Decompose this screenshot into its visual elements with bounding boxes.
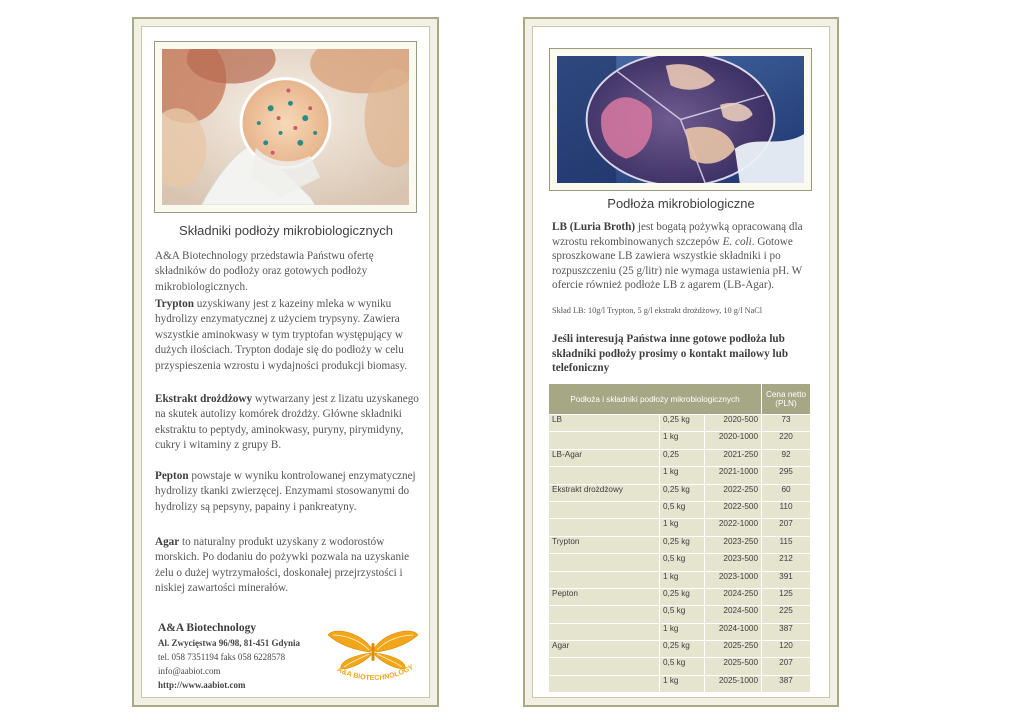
- cell-price: 225: [762, 606, 811, 623]
- pepton-paragraph: [155, 469, 420, 515]
- company-website[interactable]: http://www.aabiot.com: [158, 680, 246, 690]
- cell-product: [549, 623, 660, 640]
- cell-product: LB: [549, 415, 660, 432]
- table-row: [549, 588, 811, 605]
- price-table-header: [549, 384, 811, 415]
- table-row: [549, 554, 811, 571]
- lb-species: E. coli: [722, 235, 752, 248]
- cell-code: 2020-500: [705, 415, 762, 432]
- cell-code: 2022-1000: [705, 519, 762, 536]
- cell-quantity: 1 kg: [660, 623, 705, 640]
- cell-price: 207: [762, 519, 811, 536]
- cell-code: 2021-1000: [705, 467, 762, 484]
- cell-quantity: 1 kg: [660, 675, 705, 692]
- cell-quantity: 0,5 kg: [660, 658, 705, 675]
- cell-code: 2025-500: [705, 658, 762, 675]
- cell-quantity: 0,25 kg: [660, 641, 705, 658]
- contact-note: Jeśli interesują Państwa inne gotowe podłoża lub składniki podłoży prosimy o kontakt mailowy lub telefoniczny: [552, 333, 789, 375]
- table-row: [549, 501, 811, 518]
- cell-product: [549, 571, 660, 588]
- cell-product: Trypton: [549, 536, 660, 553]
- table-row: [549, 415, 811, 432]
- yeast-extract-term: Ekstrakt drożdżowy: [155, 393, 253, 405]
- cell-product: [549, 432, 660, 449]
- cell-quantity: 0,5 kg: [660, 501, 705, 518]
- cell-quantity: 0,25: [660, 449, 705, 466]
- cell-price: 391: [762, 571, 811, 588]
- company-address: Al. Zwycięstwa 96/98, 81-451 Gdynia: [158, 638, 301, 648]
- agar-plate-photo: [549, 48, 812, 191]
- table-row: [549, 536, 811, 553]
- cell-price: 73: [762, 415, 811, 432]
- header-product: Podłoża i składniki podłoży mikrobiologicznych: [549, 384, 762, 415]
- cell-product: Pepton: [549, 588, 660, 605]
- lb-text-2: . Gotowe sproszkowane LB zawiera wszystkie składniki i po rozpuszczeniu (25 g/litr) nie wymaga ustawienia pH. W ofercie również podłoże LB z agarem (LB-Agar).: [552, 235, 802, 292]
- cell-code: 2025-250: [705, 641, 762, 658]
- cell-code: 2023-250: [705, 536, 762, 553]
- cell-price: 207: [762, 658, 811, 675]
- cell-product: LB-Agar: [549, 449, 660, 466]
- cell-product: Ekstrakt drożdżowy: [549, 484, 660, 501]
- cell-product: [549, 675, 660, 692]
- right-heading: Podłoża mikrobiologiczne: [607, 196, 755, 211]
- table-row: [549, 623, 811, 640]
- lb-text-1: jest bogatą pożywką opracowaną dla wzrostu rekombinowanych szczepów: [552, 221, 803, 248]
- table-row: [549, 449, 811, 466]
- cell-code: 2025-1000: [705, 675, 762, 692]
- cell-quantity: 1 kg: [660, 432, 705, 449]
- lb-term: LB (Luria Broth): [552, 221, 636, 233]
- trypton-paragraph: [155, 297, 420, 374]
- company-email[interactable]: info@aabiot.com: [158, 666, 221, 676]
- table-row: [549, 519, 811, 536]
- cell-code: 2020-1000: [705, 432, 762, 449]
- trypton-text: uzyskiwany jest z kazeiny mleka w wyniku hydrolizy enzymatycznej z użyciem trypsyny. Zawiera wszystkie aminokwasy w tym tryptofan występujący w dużych ilościach. Trypton dodaje się do podłoży w celu przyspieszenia wzrostu i wydajności produkcji biomasy.: [155, 298, 408, 372]
- price-table-body: [549, 415, 811, 693]
- cell-code: 2024-250: [705, 588, 762, 605]
- table-row: [549, 432, 811, 449]
- header-price: Cena netto (PLN): [762, 384, 811, 415]
- agar-text: to naturalny produkt uzyskany z wodorostów morskich. Po dodaniu do pożywki pozwala na uzyskanie żelu o dużej wytrzymałości, doskonałej przejrzystości i niskiej zawartości minerałów.: [155, 536, 410, 595]
- cell-code: 2023-500: [705, 554, 762, 571]
- agar-plate-image: [557, 56, 804, 183]
- table-row: [549, 675, 811, 692]
- cell-code: 2024-1000: [705, 623, 762, 640]
- cell-quantity: 0,5 kg: [660, 554, 705, 571]
- cell-code: 2021-250: [705, 449, 762, 466]
- cell-price: 295: [762, 467, 811, 484]
- cell-price: 125: [762, 588, 811, 605]
- table-row: [549, 484, 811, 501]
- company-logo: [325, 627, 420, 687]
- company-name: A&A Biotechnology: [158, 622, 257, 634]
- company-phone: tel. 058 7351194 faks 058 6228578: [158, 652, 286, 662]
- agar-paragraph: [155, 535, 420, 597]
- cell-product: [549, 658, 660, 675]
- pepton-text: powstaje w wyniku kontrolowanej enzymatycznej hydrolizy tkanki zwierzęcej. Enzymami stosowanymi do hydrolizy są pepsyny, papainy i pankreatyny.: [155, 470, 416, 513]
- trypton-term: Trypton: [155, 298, 194, 310]
- cell-code: 2023-1000: [705, 571, 762, 588]
- cell-product: Agar: [549, 641, 660, 658]
- cell-price: 212: [762, 554, 811, 571]
- cell-price: 120: [762, 641, 811, 658]
- cell-quantity: 0,25 kg: [660, 536, 705, 553]
- cell-quantity: 1 kg: [660, 467, 705, 484]
- table-row: [549, 606, 811, 623]
- cell-price: 220: [762, 432, 811, 449]
- cell-code: 2022-250: [705, 484, 762, 501]
- cell-code: 2022-500: [705, 501, 762, 518]
- logo-text: A&A BIOTECHNOLOGY: [335, 662, 415, 683]
- intro-paragraph: A&A Biotechnology przedstawia Państwu ofertę składników do podłoży oraz gotowych podłoży mikrobiologicznych.: [155, 250, 374, 293]
- cell-quantity: 0,5 kg: [660, 606, 705, 623]
- table-row: [549, 641, 811, 658]
- cell-quantity: 1 kg: [660, 571, 705, 588]
- cell-product: [549, 519, 660, 536]
- price-table: [548, 383, 811, 693]
- cell-quantity: 1 kg: [660, 519, 705, 536]
- cell-code: 2024-500: [705, 606, 762, 623]
- left-heading: Składniki podłoży mikrobiologicznych: [179, 223, 393, 238]
- lb-paragraph: [552, 220, 817, 293]
- cell-price: 110: [762, 501, 811, 518]
- cell-quantity: 0,25 kg: [660, 415, 705, 432]
- table-row: [549, 571, 811, 588]
- yeast-extract-paragraph: [155, 392, 420, 454]
- cell-product: [549, 467, 660, 484]
- petri-dish-photo: [154, 41, 417, 213]
- cell-quantity: 0,25 kg: [660, 588, 705, 605]
- pepton-term: Pepton: [155, 470, 189, 482]
- cell-product: [549, 554, 660, 571]
- cell-price: 60: [762, 484, 811, 501]
- yeast-extract-text: wytwarzany jest z lizatu uzyskanego na skutek autolizy komórek drożdży. Główne składniki ekstraktu to peptydy, aminokwasy, puryny, pirymidyny, cukry i witaminy z grupy B.: [155, 393, 419, 452]
- butterfly-logo-icon: [325, 627, 420, 687]
- petri-dish-image: [162, 49, 409, 205]
- cell-price: 387: [762, 675, 811, 692]
- cell-price: 92: [762, 449, 811, 466]
- table-row: [549, 658, 811, 675]
- cell-quantity: 0,25 kg: [660, 484, 705, 501]
- lb-composition: Skład LB: 10g/l Trypton, 5 g/l ekstrakt drożdżowy, 10 g/l NaCl: [552, 306, 763, 315]
- cell-product: [549, 606, 660, 623]
- cell-product: [549, 501, 660, 518]
- table-row: [549, 467, 811, 484]
- cell-price: 387: [762, 623, 811, 640]
- cell-price: 115: [762, 536, 811, 553]
- agar-term: Agar: [155, 536, 180, 548]
